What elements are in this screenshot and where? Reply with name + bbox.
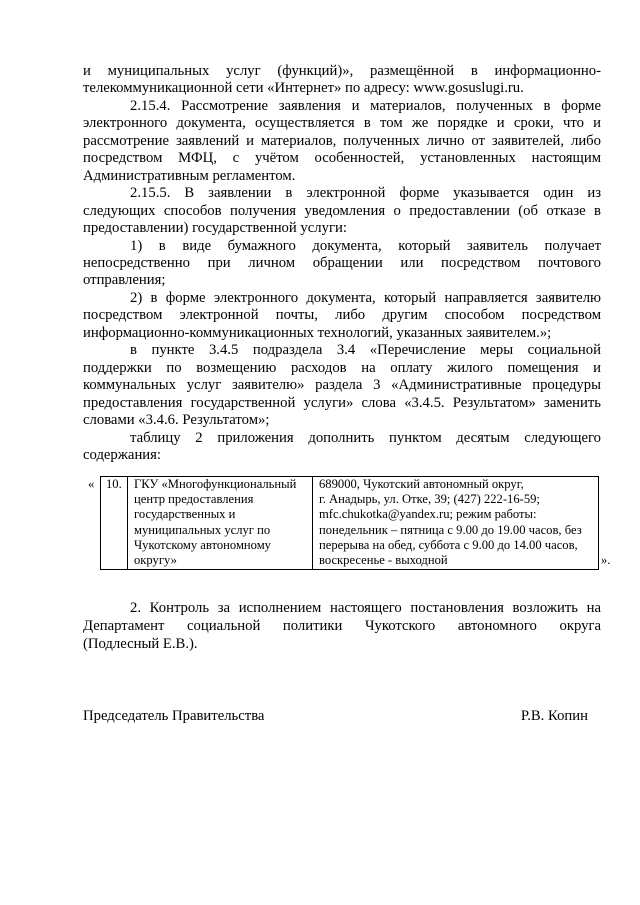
text-line: таблицу 2 приложения дополнить пунктом десятым следующего: [130, 429, 601, 446]
text-line: 2.15.5. В заявлении в электронной форме указывается один из: [130, 185, 601, 202]
text-line: посредством электронной почты, либо другим способом посредством: [83, 307, 601, 324]
text-line: перерыва на обед, суббота с 9.00 до 14.00 часов,: [319, 537, 578, 552]
paragraph-continuation: [83, 63, 601, 98]
text-line: предоставления государственной услуги» слова «3.4.5. Результатом» заменить: [83, 394, 601, 411]
paragraph-control: [83, 600, 601, 654]
text-line: 689000, Чукотский автономный округ,: [319, 477, 524, 491]
paragraph-clause-3-4-5: [83, 342, 601, 429]
text-line: 2.15.4. Рассмотрение заявления и материалов, полученных в форме: [130, 97, 601, 114]
text-line: понедельник – пятница с 9.00 до 19.00 часов, без: [319, 522, 582, 537]
paragraph-2-15-5: [83, 185, 601, 237]
paragraph-2-15-4: [83, 98, 601, 185]
text-line: в пункте 3.4.5 подраздела 3.4 «Перечисление меры социальной: [130, 342, 601, 359]
text-line: Департамент социальной политики Чукотского автономного округа: [83, 617, 601, 634]
row-number: 10.: [106, 477, 122, 491]
paragraph-option-2: [83, 290, 601, 342]
text-line: следующих способов получения уведомления о предоставлении (об отказе в: [83, 202, 601, 219]
text-line: телекоммуникационной сети «Интернет» по адресу: www.gosuslugi.ru.: [83, 80, 524, 97]
inserted-table-row: [100, 476, 599, 570]
text-line: 1) в виде бумажного документа, который заявитель получает: [130, 237, 601, 254]
closing-text: [83, 600, 601, 654]
text-line: непосредственно при личном обращении или посредством почтового: [83, 254, 601, 271]
text-line: отправления;: [83, 272, 166, 289]
row-number-cell: [101, 477, 128, 569]
signature-title: Председатель Правительства: [83, 708, 265, 724]
organization-cell: [128, 477, 313, 569]
text-line: Административным регламентом.: [83, 167, 296, 184]
text-line: mfc.chukotka@yandex.ru; режим работы:: [319, 507, 537, 522]
text-line: электронного документа, осуществляется в том же порядке и сроки, что и: [83, 115, 601, 132]
text-line: государственных и: [134, 507, 236, 522]
text-line: муниципальных услуг по: [134, 522, 271, 537]
text-line: предоставлении) государственной услуги:: [83, 220, 347, 237]
main-text: [83, 63, 601, 464]
text-line: центр предоставления: [134, 492, 254, 507]
text-line: ГКУ «Многофункциональный: [134, 477, 297, 491]
text-line: и муниципальных услуг (функций)», размещённой в информационно-: [83, 63, 601, 79]
text-line: коммунальных услуг заявителю» раздела 3 «Административные процедуры: [83, 377, 601, 394]
text-line: словами «3.4.6. Результатом»;: [83, 412, 270, 429]
paragraph-option-1: [83, 238, 601, 290]
text-line: Чукотскому автономному: [134, 537, 271, 552]
table-close-quote: ».: [601, 553, 611, 567]
text-line: округу»: [134, 553, 177, 568]
text-line: информационно-коммуникационных технологий, указанных заявителем.»;: [83, 324, 552, 341]
text-line: (Подлесный Е.В.).: [83, 635, 198, 652]
text-line: г. Анадырь, ул. Отке, 39; (427) 222-16-59;: [319, 492, 540, 507]
signature-name: Р.В. Копин: [520, 708, 588, 724]
contacts-cell: [313, 477, 598, 569]
text-line: поддержки по возмещению расходов на оплату жилого помещения и: [83, 359, 601, 376]
paragraph-table-amendment: [83, 430, 601, 465]
text-line: 2) в форме электронного документа, который направляется заявителю: [130, 289, 601, 306]
text-line: рассмотрение заявлений и материалов, полученных лично от заявителей, либо: [83, 132, 601, 149]
text-line: воскресенье - выходной: [319, 553, 448, 568]
table-open-quote: «: [88, 477, 95, 491]
text-line: посредством МФЦ, с учётом особенностей, установленных настоящим: [83, 150, 601, 167]
text-line: 2. Контроль за исполнением настоящего постановления возложить на: [130, 600, 601, 616]
text-line: содержания:: [83, 446, 161, 463]
